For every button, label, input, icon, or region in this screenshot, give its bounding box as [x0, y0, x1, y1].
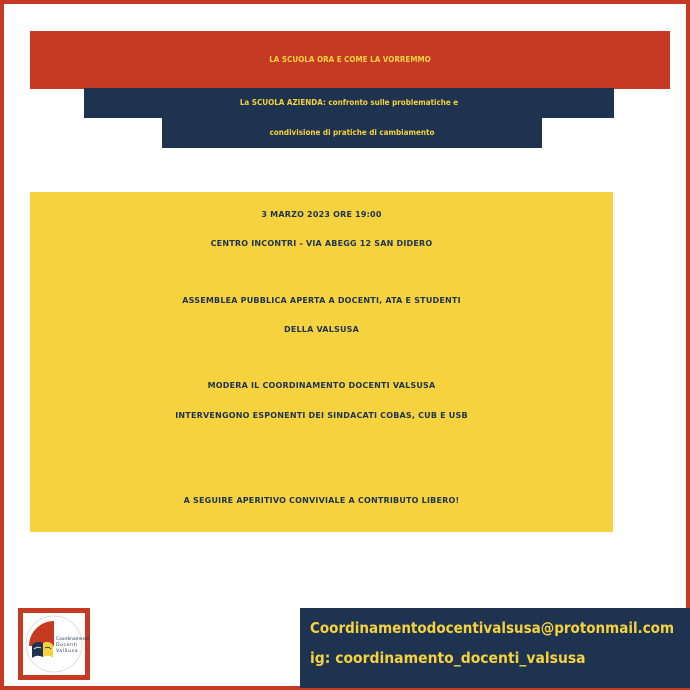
logo-inner [23, 613, 90, 675]
book-logo-icon [23, 613, 90, 675]
contact-box [300, 608, 690, 688]
contact-instagram[interactable]: ig: coordinamento_docenti_valsusa [310, 649, 586, 667]
event-moderator: MODERA IL COORDINAMENTO DOCENTI VALSUSA [207, 381, 436, 390]
page-title: LA SCUOLA ORA E COME LA VORREMMO [269, 55, 431, 64]
logo [18, 608, 90, 680]
logo-line-1: Coordinamento [56, 637, 90, 642]
event-location: CENTRO INCONTRI - VIA ABEGG 12 SAN DIDERO [210, 239, 433, 248]
event-info-box [30, 192, 613, 532]
event-date-time: 3 MARZO 2023 ORE 19:00 [261, 210, 382, 219]
logo-line-3: ValSusa [56, 649, 79, 654]
subtitle-line-2: condivisione di pratiche di cambiamento [162, 118, 542, 148]
event-aperitivo: A SEGUIRE APERITIVO CONVIVIALE A CONTRIBUTO LIBERO! [183, 496, 460, 505]
title-band [30, 31, 670, 89]
event-audience-line-2: DELLA VALSUSA [283, 325, 360, 334]
subtitle-line-1: La SCUOLA AZIENDA: confronto sulle problematiche e [84, 88, 614, 118]
logo-line-2: Docenti [56, 643, 78, 648]
event-speakers: INTERVENGONO ESPONENTI DEI SINDACATI COBAS, CUB E USB [175, 411, 468, 420]
event-audience-line-1: ASSEMBLEA PUBBLICA APERTA A DOCENTI, ATA E STUDENTI [182, 296, 461, 305]
contact-email[interactable]: Coordinamentodocentivalsusa@protonmail.com [310, 619, 675, 637]
